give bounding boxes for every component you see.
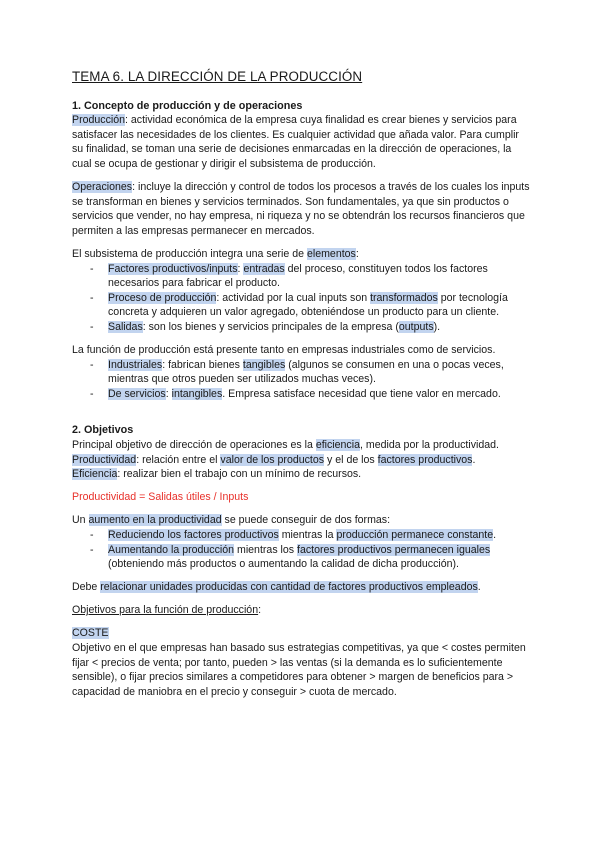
document-page xyxy=(72,70,532,699)
paragraph-productividad: Productividad: relación entre el valor de los productos y el de los factores productivos. xyxy=(72,453,476,466)
page-title: TEMA 6. LA DIRECCIÓN DE LA PRODUCCIÓN xyxy=(72,69,363,84)
paragraph-elementos: El subsistema de producción integra una serie de elementos: xyxy=(72,247,359,260)
paragraph-coste: Objetivo en el que empresas han basado sus estrategias competitivas, ya que < costes permiten fijar < precios de venta; por tanto, pueden > las ventas (si la demanda es lo suficientemente sensible), o fijar precios similares a competidores para obtener > margen de beneficios para > capacidad de maniobra en el precio y conseguir > cuota de mercado. xyxy=(72,642,526,698)
paragraph-produccion: Producción: actividad económica de la empresa cuya finalidad es crear bienes y servicios para satisfacer las necesidades de los clientes. Es cualquier actividad que añada valor. Para cumplir su finalidad, se toman una serie de decisiones enmarcadas en la dirección de operaciones, la cual se ocupa de gestionar y dirigir el subsistema de producción. xyxy=(72,114,519,170)
paragraph-operaciones: Operaciones: incluye la dirección y control de todos los procesos a través de los cuales los inputs se transforman en bienes y servicios terminados. Son fundamentales, ya que sin productos o servicios que vender, no hay empresa, ni riqueza y no se obtendrán los recursos financieros que permiten a las empresas permanecer en mercados. xyxy=(72,181,530,237)
highlight-term: Operaciones xyxy=(72,181,133,194)
paragraph-eficiencia: Principal objetivo de dirección de operaciones es la eficiencia, medida por la productividad. xyxy=(72,438,499,451)
formula-productividad: Productividad = Salidas útiles / Inputs xyxy=(72,491,249,504)
formas-list xyxy=(72,528,532,572)
list-item: - Factores productivos/inputs: entradas del proceso, constituyen todos los factores necesarios para fabricar el producto. xyxy=(72,262,532,291)
section-1-heading: 1. Concepto de producción y de operaciones xyxy=(72,99,303,112)
section-2-heading: 2. Objetivos xyxy=(72,424,134,437)
tipos-list xyxy=(72,358,532,402)
list-item: - Aumentando la producción mientras los factores productivos permanecen iguales (obteniendo más productos o aumentando la calidad de dicha producción). xyxy=(72,543,532,572)
paragraph-relacionar: Debe relacionar unidades producidas con cantidad de factores productivos empleados. xyxy=(72,581,481,594)
paragraph-objetivos-funcion: Objetivos para la función de producción: xyxy=(72,604,262,617)
paragraph-eficiencia-def: Eficiencia: realizar bien el trabajo con un mínimo de recursos. xyxy=(72,468,362,481)
coste-label: COSTE xyxy=(72,627,109,640)
list-item: - Reduciendo los factores productivos mientras la producción permanece constante. xyxy=(72,528,532,543)
list-item: - Proceso de producción: actividad por la cual inputs son transformados por tecnología concreta y adquieren un valor agregado, obteniéndose un producto para un cliente. xyxy=(72,291,532,320)
list-item: - Industriales: fabrican bienes tangibles (algunos se consumen en una o pocas veces, mientras que otros pueden ser utilizados muchas veces). xyxy=(72,358,532,387)
elementos-list xyxy=(72,262,532,335)
list-item: - De servicios: intangibles. Empresa satisface necesidad que tiene valor en mercado. xyxy=(72,387,532,402)
highlight-term: Producción xyxy=(72,114,125,127)
paragraph-funcion: La función de producción está presente tanto en empresas industriales como de servicios. xyxy=(72,344,496,356)
paragraph-aumento: Un aumento en la productividad se puede conseguir de dos formas: xyxy=(72,514,391,527)
list-item: - Salidas: son los bienes y servicios principales de la empresa (outputs). xyxy=(72,320,532,335)
